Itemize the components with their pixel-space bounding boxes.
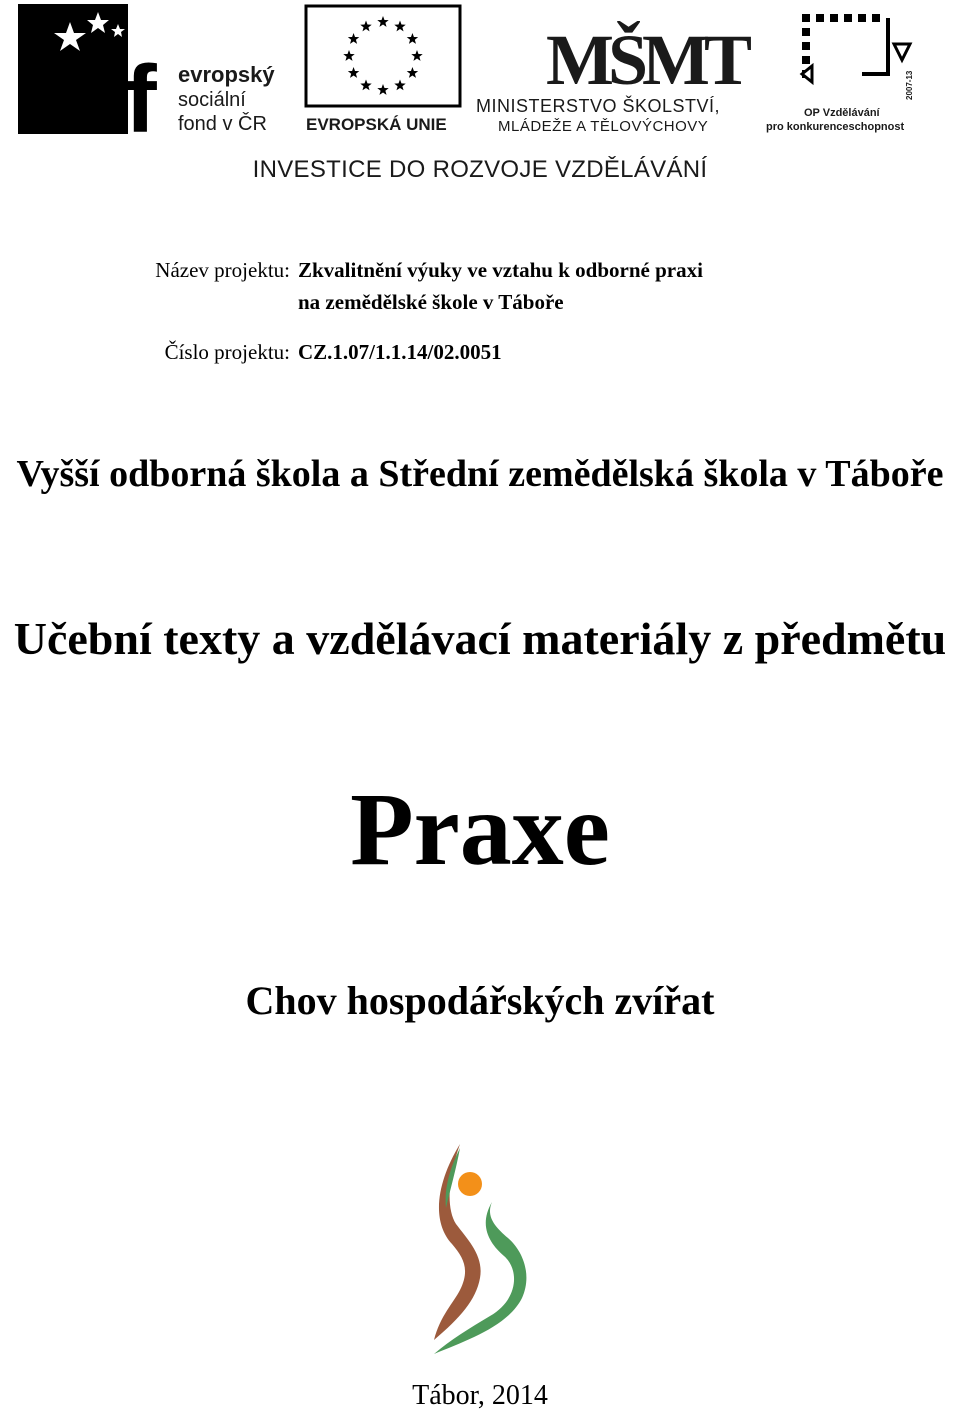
msmt-monogram: MŠMT xyxy=(546,20,746,100)
esf-line2: sociální xyxy=(178,89,246,111)
op-line1: OP Vzdělávání xyxy=(804,107,880,119)
esf-logo-letters: esf xyxy=(18,46,157,134)
project-number-value: CZ.1.07/1.1.14/02.0051 xyxy=(298,340,502,364)
project-name-line1: Zkvalitnění výuky ve vztahu k odborné praxi xyxy=(298,258,703,282)
op-arrow-down-icon xyxy=(894,44,910,60)
msmt-line1: MINISTERSTVO ŠKOLSTVÍ, xyxy=(476,96,721,116)
eu-flag-logo xyxy=(304,4,464,134)
esf-line1: evropský xyxy=(178,62,275,87)
op-dots-icon xyxy=(802,14,880,78)
school-logo-orange-dot xyxy=(458,1172,482,1196)
project-number-label: Číslo projektu: xyxy=(164,340,290,364)
op-line2: pro konkurenceschopnost xyxy=(766,121,905,133)
op-frame-line xyxy=(862,18,888,74)
eu-caption: EVROPSKÁ UNIE xyxy=(306,115,447,134)
school-name: Vyšší odborná škola a Střední zemědělská škola v Táboře xyxy=(16,453,944,495)
esf-line3: fond v ČR xyxy=(178,113,267,134)
document-subtitle: Učební texty a vzdělávací materiály z předmětu xyxy=(13,613,947,664)
topic-title: Chov hospodářských zvířat xyxy=(245,978,715,1023)
msmt-line2: MLÁDEŽE A TĚLOVÝCHOVY xyxy=(498,118,709,134)
project-name-line2: na zemědělské škole v Táboře xyxy=(298,290,564,314)
esf-logo xyxy=(18,4,296,134)
place-date: Tábor, 2014 xyxy=(412,1380,548,1411)
investice-caption: INVESTICE DO ROZVOJE VZDĚLÁVÁNÍ xyxy=(252,156,708,183)
op-years: 2007-13 xyxy=(905,70,914,100)
msmt-logo xyxy=(476,4,754,134)
op-vzdelavani-logo xyxy=(762,4,942,134)
school-logo-icon xyxy=(420,1140,530,1360)
subject-title: Praxe xyxy=(350,772,610,887)
project-name-label: Název projektu: xyxy=(155,258,290,282)
op-arrow-left-icon xyxy=(802,66,812,82)
